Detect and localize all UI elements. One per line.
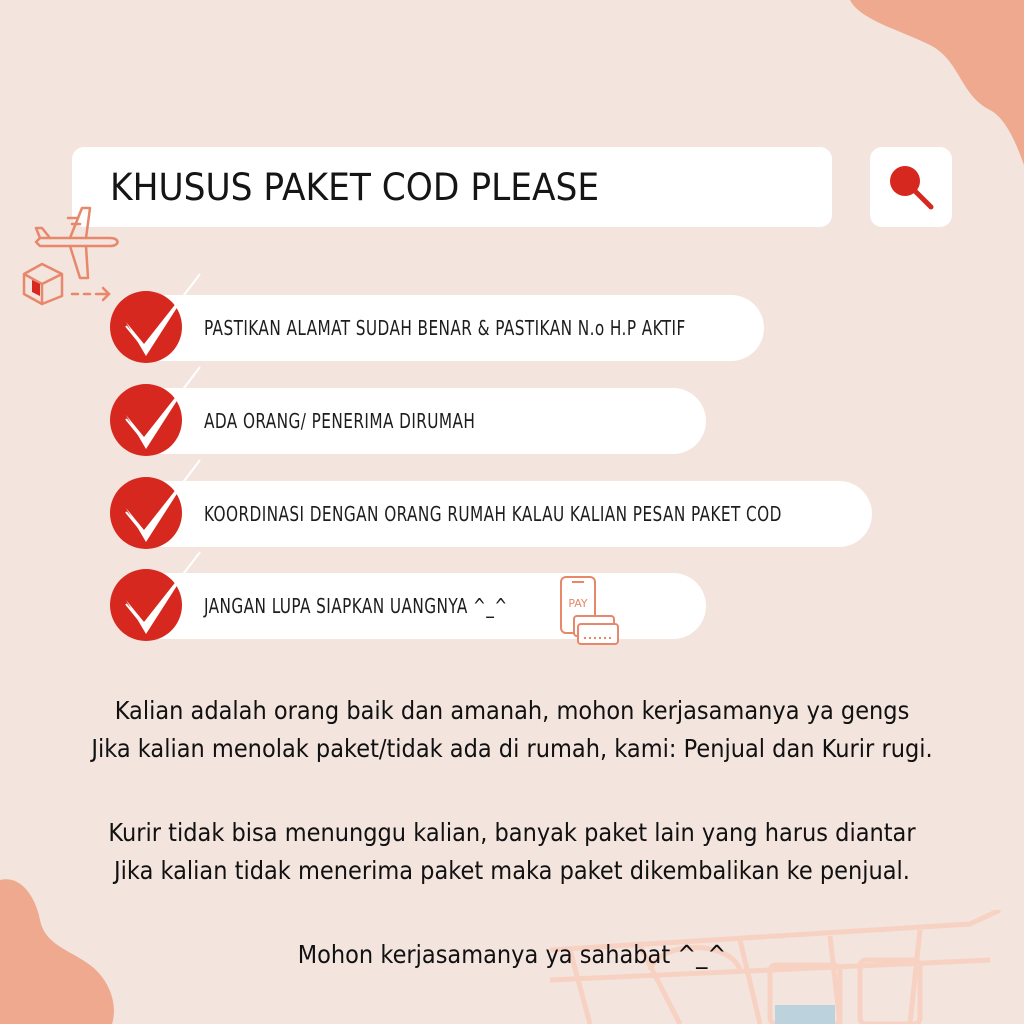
check-icon [104,458,204,558]
message-paragraph-2 [0,814,1024,890]
message-line-4: Jika kalian tidak menerima paket maka paket dikembalikan ke penjual. [114,856,910,885]
message-paragraph-1 [0,692,1024,768]
search-text: KHUSUS PAKET COD PLEASE [110,165,600,209]
checklist-text-1: PASTIKAN ALAMAT SUDAH BENAR & PASTIKAN N.o H.P AKTIF [204,316,686,340]
checklist-item-3 [112,481,872,547]
message-line-1: Kalian adalah orang baik dan amanah, mohon kerjasamanya ya gengs [114,696,910,725]
message-line-3: Kurir tidak bisa menunggu kalian, banyak paket lain yang harus diantar [108,818,916,847]
check-icon [104,365,204,465]
check-icon [104,550,204,650]
checklist-item-1 [112,295,764,361]
search-icon [883,159,939,215]
top-right-blob [840,0,1024,170]
check-icon [104,272,204,372]
checklist-text-4: JANGAN LUPA SIAPKAN UANGNYA ^_^ [204,594,508,618]
search-bar[interactable] [72,147,832,227]
checklist-text-3: KOORDINASI DENGAN ORANG RUMAH KALAU KALIAN PESAN PAKET COD [204,502,782,526]
checklist-text-2: ADA ORANG/ PENERIMA DIRUMAH [204,409,476,433]
message-line-5: Mohon kerjasamanya ya sahabat ^_^ [297,940,727,969]
search-button[interactable] [870,147,952,227]
pay-label: PAY [568,597,588,610]
message-line-2: Jika kalian menolak paket/tidak ada di rumah, kami: Penjual dan Kurir rugi. [91,734,933,763]
pay-phone-icon [558,574,620,648]
message-closing [0,936,1024,974]
